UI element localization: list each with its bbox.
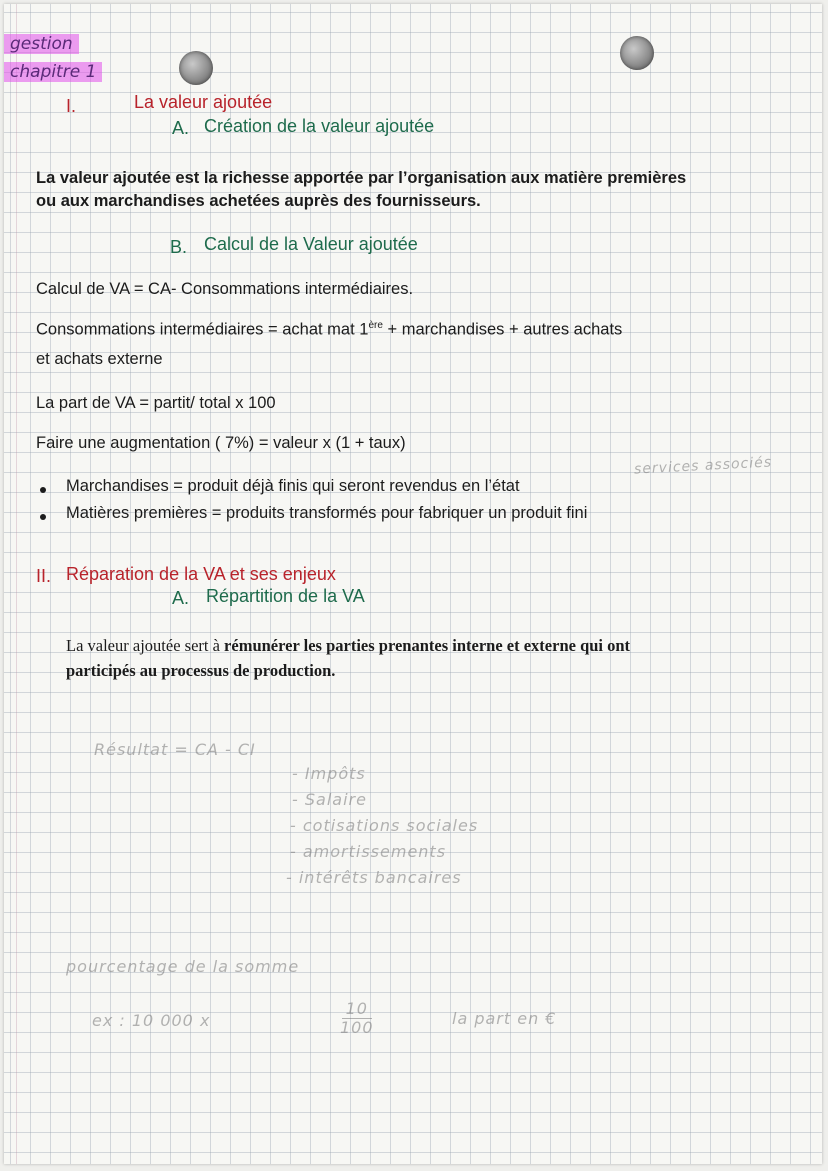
handwritten-item: - cotisations sociales (290, 816, 479, 835)
section-title: La valeur ajoutée (134, 92, 273, 112)
fraction-denominator: 100 (340, 1018, 374, 1037)
subsection-title: Calcul de la Valeur ajoutée (204, 234, 418, 254)
handwritten-item: - Salaire (292, 790, 367, 809)
formula-line: et achats externe (36, 350, 163, 368)
handwritten-item: - Impôts (292, 764, 366, 783)
subsection-letter: A. (172, 118, 190, 138)
fraction-numerator: 10 (342, 1000, 372, 1019)
punch-hole (179, 51, 213, 85)
paragraph-line: participés au processus de production. (66, 661, 336, 680)
bullet-item: Matières premières = produits transformés pour fabriquer un produit fini (66, 504, 588, 522)
paragraph-line: La valeur ajoutée sert à rémunérer les parties prenantes interne et externe qui ont (66, 636, 631, 655)
handwritten-note: la part en € (452, 1009, 557, 1028)
formula-line: Faire une augmentation ( 7%) = valeur x (1 + taux) (36, 434, 406, 452)
section-title: Réparation de la VA et ses enjeux (66, 564, 336, 584)
handwritten-formula: Résultat = CA - CI (94, 740, 256, 759)
formula-line: La part de VA = partit/ total x 100 (36, 394, 276, 412)
handwritten-item: - amortissements (290, 842, 447, 861)
bullet-icon (40, 487, 46, 493)
page-margin-line (16, 4, 17, 1164)
section-number: I. (66, 96, 77, 116)
subsection-letter: B. (170, 237, 188, 257)
notebook-page (4, 4, 822, 1164)
subject-tag: gestion (4, 34, 79, 54)
handwritten-example: ex : 10 000 x (92, 1011, 211, 1030)
handwritten-fraction (340, 1000, 374, 1037)
chapter-tag: chapitre 1 (4, 62, 102, 82)
subsection-title: Répartition de la VA (206, 586, 365, 606)
bullet-item: Marchandises = produit déjà finis qui seront revendus en l’état (66, 477, 520, 495)
handwritten-item: - intérêts bancaires (286, 868, 462, 887)
subsection-letter: A. (172, 588, 190, 608)
punch-hole (620, 36, 654, 70)
paragraph-line: ou aux marchandises achetées auprès des fournisseurs. (36, 192, 481, 210)
paragraph-line: La valeur ajoutée est la richesse apportée par l’organisation aux matière premières (36, 169, 687, 187)
margin-note: services associés (633, 454, 773, 478)
handwritten-note: pourcentage de la somme (66, 957, 300, 976)
section-number: II. (36, 566, 52, 586)
formula-line: Calcul de VA = CA- Consommations intermédiaires. (36, 280, 414, 298)
bullet-icon (40, 514, 46, 520)
subsection-title: Création de la valeur ajoutée (204, 116, 435, 136)
formula-line: Consommations intermédiaires = achat mat 1ère + marchandises + autres achats (36, 320, 623, 339)
